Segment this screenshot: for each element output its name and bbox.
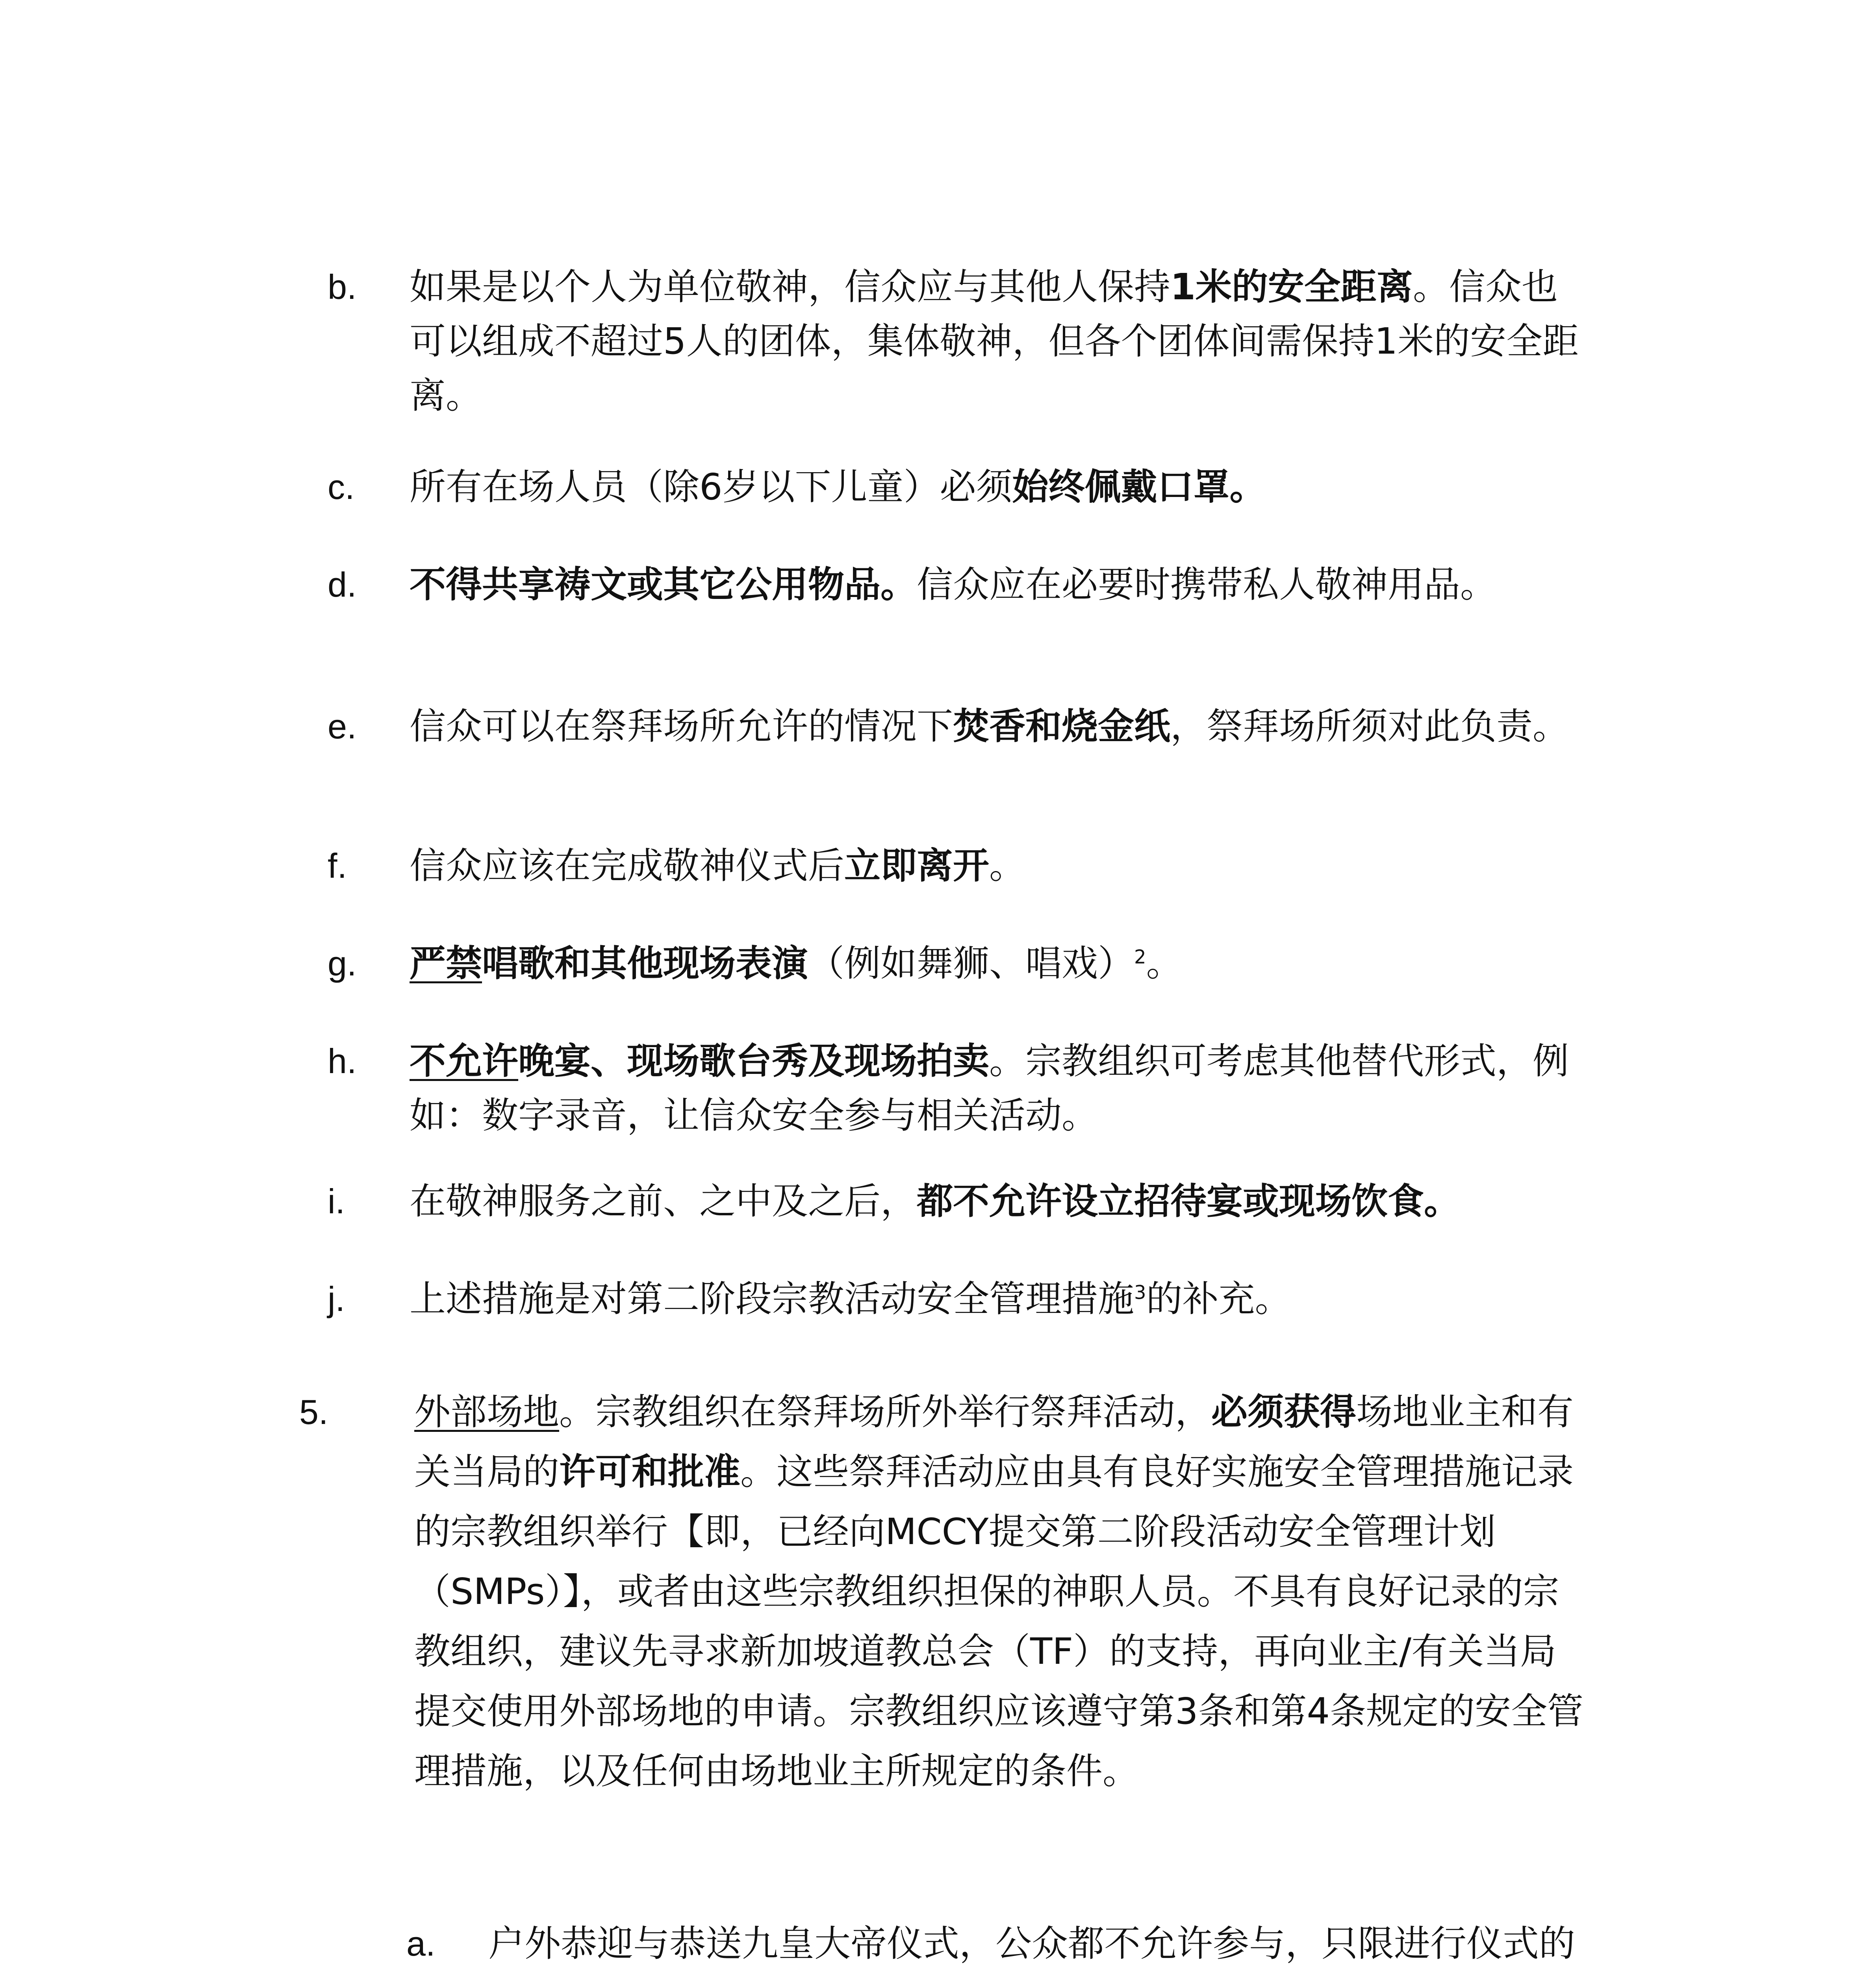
emphasis: 晚宴、现场歌台秀及现场拍卖 (518, 1040, 990, 1082)
emphasis: 许可和批准 (559, 1451, 741, 1493)
list-item-c (328, 460, 1591, 514)
emphasis: 不得共享祷文或其它公用物品。 (410, 564, 917, 606)
list-item-text: 信众应该在完成敬神仪式后立即离开。 (410, 845, 1026, 887)
list-item-text: 上述措施是对第二阶段宗教活动安全管理措施$^3$的补充。 (410, 1278, 1291, 1320)
list-item-label: a. (406, 1924, 436, 1963)
emphasis: 必须获得 (1211, 1391, 1357, 1433)
list-item-label: c. (328, 467, 355, 506)
list-item-label: e. (328, 707, 357, 746)
list-item-text: 不允许晚宴、现场歌台秀及现场拍卖。宗教组织可考虑其他替代形式，例如：数字录音，让信众安全参与相关活动。 (410, 1040, 1569, 1137)
list-item-label: f. (328, 846, 347, 885)
list-item-b (328, 260, 1591, 423)
list-item-label: h. (328, 1042, 357, 1081)
list-item-text: 不得共享祷文或其它公用物品。信众应在必要时携带私人敬神用品。 (410, 564, 1497, 606)
list-item-e (328, 699, 1591, 754)
list-item-text: 严禁唱歌和其他现场表演（例如舞狮、唱戏）$^2$。 (410, 942, 1183, 984)
list-item-j (328, 1272, 1591, 1326)
paragraph-number: 5. (299, 1392, 328, 1431)
list-item-label: i. (328, 1182, 345, 1221)
emphasis: 立即离开 (844, 845, 990, 887)
paragraph-text: 外部场地。宗教组织在祭拜场所外举行祭拜活动，必须获得场地业主和有关当局的许可和批准。这些祭拜活动应由具有良好实施安全管理措施记录的宗教组织举行【即，已经向MCCY提交第二阶段活动安全管理计划（SMPs）】，或者由这些宗教组织担保的神职人员。不具有良好记录的宗教组织，建议先寻求新加坡道教总会（TF）的支持，再向业主/有关当局提交使用外部场地的申请。宗教组织应该遵守第3条和第4条规定的安全管理措施，以及任何由场地业主所规定的条件。 (414, 1391, 1584, 1792)
list-item-i (328, 1174, 1591, 1229)
list-item-text: 所有在场人员（除6岁以下儿童）必须始终佩戴口罩。 (410, 466, 1266, 508)
emphasis: 始终佩戴口罩。 (1012, 466, 1266, 508)
list-item-label: d. (328, 565, 357, 604)
list-item-text: 在敬神服务之前、之中及之后，都不允许设立招待宴或现场饮食。 (410, 1180, 1461, 1222)
list-item-g (328, 936, 1591, 991)
footnote-ref[interactable]: 2 (1134, 946, 1146, 968)
list-item-text: 户外恭迎与恭送九皇大帝仪式，公众都不允许参与，只限进行仪式的 (488, 1923, 1576, 1965)
emphasis: 都不允许设立招待宴或现场饮食。 (917, 1180, 1461, 1222)
emphasis: 焚香和烧金纸 (953, 705, 1171, 747)
list-item-f (328, 839, 1591, 893)
list-item-label: j. (328, 1279, 345, 1318)
list-item-text: 信众可以在祭拜场所允许的情况下焚香和烧金纸，祭拜场所须对此负责。 (410, 705, 1569, 747)
list-item-text: 如果是以个人为单位敬神，信众应与其他人保持1米的安全距离。信众也可以组成不超过5人的团体，集体敬神，但各个团体间需保持1米的安全距离。 (410, 266, 1579, 417)
paragraph-5 (299, 1382, 1591, 1801)
emphasis: 唱歌和其他现场表演 (482, 942, 808, 984)
paragraph-5-subitem-a (406, 1914, 1599, 1969)
list-item-h (328, 1034, 1591, 1143)
emphasis: 1米的安全距离 (1170, 266, 1413, 308)
list-item-label: g. (328, 944, 357, 983)
footnote-ref[interactable]: 3 (1134, 1281, 1146, 1304)
list-item-label: b. (328, 267, 357, 306)
emphasis-underlined: 不允许 (410, 1040, 519, 1082)
section-heading: 外部场地 (414, 1391, 560, 1433)
emphasis-underlined: 严禁 (410, 942, 482, 984)
list-item-d (328, 558, 1591, 612)
